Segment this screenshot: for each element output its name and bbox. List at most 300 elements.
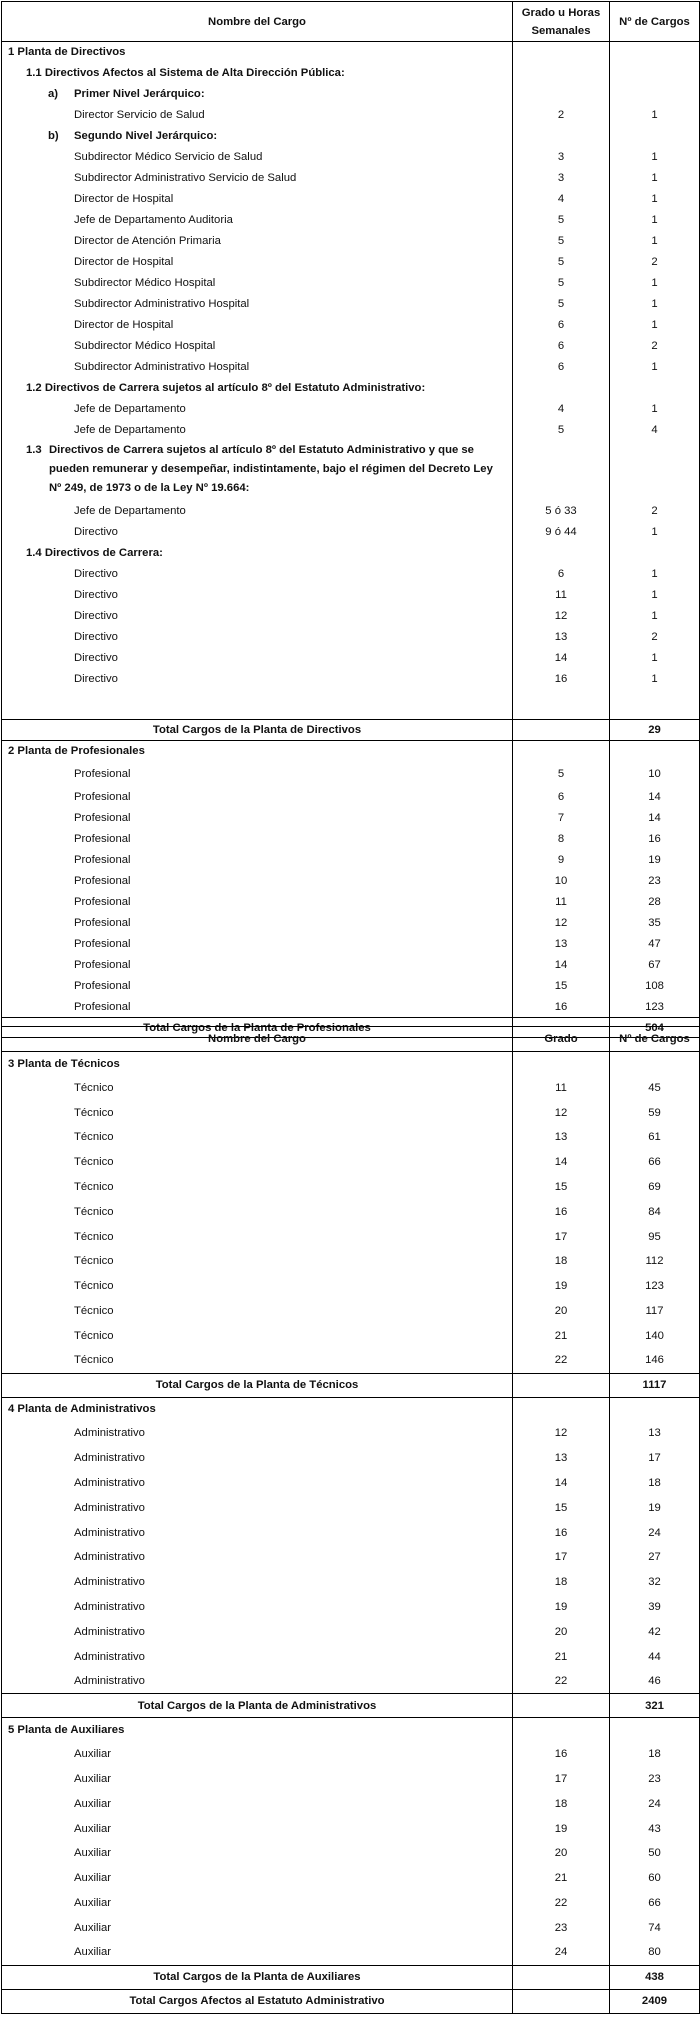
empty-cell xyxy=(610,84,700,105)
table-row xyxy=(2,976,700,997)
cargo-nombre: Técnico xyxy=(2,1076,513,1101)
cargo-nombre: Técnico xyxy=(2,1348,513,1373)
cargo-grado: 12 xyxy=(513,913,610,934)
cargo-cantidad: 1 xyxy=(610,105,700,126)
cargo-nombre: Auxiliar xyxy=(2,1915,513,1940)
cargo-nombre: Técnico xyxy=(2,1125,513,1150)
cargo-nombre: Directivo xyxy=(2,606,513,627)
cargo-cantidad: 24 xyxy=(610,1791,700,1816)
cargo-nombre: Auxiliar xyxy=(2,1940,513,1965)
cargo-grado: 6 xyxy=(513,336,610,357)
cargo-nombre: Técnico xyxy=(2,1249,513,1274)
empty-cell xyxy=(513,1052,610,1076)
cargo-grado: 12 xyxy=(513,1421,610,1446)
empty-cell xyxy=(610,741,700,762)
header-cargos: Nº de Cargos xyxy=(610,2,700,42)
cargo-nombre: Administrativo xyxy=(2,1669,513,1694)
cargo-nombre: Técnico xyxy=(2,1175,513,1200)
cargo-cantidad: 1 xyxy=(610,585,700,606)
cargo-grado: 12 xyxy=(513,1100,610,1125)
table-row xyxy=(2,252,700,273)
table-row xyxy=(2,1421,700,1446)
cargo-cantidad: 84 xyxy=(610,1199,700,1224)
cargo-grado: 6 xyxy=(513,315,610,336)
cargo-grado: 5 ó 33 xyxy=(513,501,610,522)
cargo-grado: 5 xyxy=(513,762,610,787)
cargo-grado: 13 xyxy=(513,1125,610,1150)
cargo-cantidad: 1 xyxy=(610,315,700,336)
subsection-1-4 xyxy=(2,543,700,564)
total-administrativos-value: 321 xyxy=(610,1694,700,1718)
cargo-cantidad: 61 xyxy=(610,1125,700,1150)
section-administrativos-title: 4 Planta de Administrativos xyxy=(2,1397,513,1421)
empty-cell xyxy=(513,63,610,84)
cargo-cantidad: 1 xyxy=(610,147,700,168)
cargo-nombre: Subdirector Médico Hospital xyxy=(2,336,513,357)
empty-cell xyxy=(513,1989,610,2013)
cargo-cantidad: 1 xyxy=(610,648,700,669)
cargo-nombre: Administrativo xyxy=(2,1446,513,1471)
cargo-grado: 14 xyxy=(513,1150,610,1175)
table-row xyxy=(2,934,700,955)
cargo-grado: 13 xyxy=(513,627,610,648)
header-grado-line2: Semanales xyxy=(531,24,591,37)
cargo-nombre: Profesional xyxy=(2,976,513,997)
cargo-grado: 9 xyxy=(513,850,610,871)
table-row xyxy=(2,1299,700,1324)
cargo-nombre: Profesional xyxy=(2,829,513,850)
cargo-cantidad: 16 xyxy=(610,829,700,850)
cargo-cantidad: 4 xyxy=(610,420,700,441)
cargo-grado: 21 xyxy=(513,1866,610,1891)
cargo-grado: 14 xyxy=(513,648,610,669)
cargo-grado: 19 xyxy=(513,1816,610,1841)
cargo-cantidad: 69 xyxy=(610,1175,700,1200)
table-row xyxy=(2,1940,700,1965)
table-row xyxy=(2,357,700,378)
table-row xyxy=(2,1175,700,1200)
cargo-nombre: Administrativo xyxy=(2,1421,513,1446)
cargo-nombre: Administrativo xyxy=(2,1520,513,1545)
cargo-grado: 18 xyxy=(513,1249,610,1274)
empty-cell xyxy=(513,42,610,63)
cargo-nombre: Directivo xyxy=(2,585,513,606)
cargo-nombre: Subdirector Médico Hospital xyxy=(2,273,513,294)
subsection-1-2 xyxy=(2,378,700,399)
cargo-nombre: Jefe de Departamento xyxy=(2,399,513,420)
cargo-nombre: Profesional xyxy=(2,850,513,871)
cargo-cantidad: 1 xyxy=(610,564,700,585)
cargo-cantidad: 19 xyxy=(610,850,700,871)
empty-cell xyxy=(610,690,700,720)
cargo-grado: 9 ó 44 xyxy=(513,522,610,543)
table-row xyxy=(2,1199,700,1224)
empty-cell xyxy=(610,378,700,399)
empty-cell xyxy=(513,84,610,105)
cargo-grado: 24 xyxy=(513,1940,610,1965)
cargo-grado: 21 xyxy=(513,1323,610,1348)
cargo-grado: 5 xyxy=(513,210,610,231)
total-directivos xyxy=(2,720,700,741)
cargo-nombre: Técnico xyxy=(2,1224,513,1249)
cargo-cantidad: 18 xyxy=(610,1471,700,1496)
cargo-cantidad: 67 xyxy=(610,955,700,976)
cargo-grado: 14 xyxy=(513,955,610,976)
total-profesionales-label: Total Cargos de la Planta de Profesionales xyxy=(2,1018,513,1038)
grand-total-label: Total Cargos Afectos al Estatuto Administrativo xyxy=(2,1989,513,2013)
cargo-grado: 20 xyxy=(513,1299,610,1324)
cargo-cantidad: 27 xyxy=(610,1545,700,1570)
table-row xyxy=(2,1495,700,1520)
subsection-1-3-title: Directivos de Carrera sujetos al artículo 8º del Estatuto Administrativo y que se pueden remunerar y desempeñar, indistintamente, bajo el régimen del Decreto Ley Nº 249, de 1973 o de la Ley Nº 19.664: xyxy=(49,443,493,494)
cargo-nombre: Director de Hospital xyxy=(2,315,513,336)
cargo-grado: 6 xyxy=(513,564,610,585)
cargo-cantidad: 24 xyxy=(610,1520,700,1545)
nivel-a xyxy=(2,84,700,105)
table-row xyxy=(2,808,700,829)
empty-cell xyxy=(513,1373,610,1397)
cargo-grado: 18 xyxy=(513,1791,610,1816)
cargo-grado: 17 xyxy=(513,1545,610,1570)
nivel-b-title: Segundo Nivel Jerárquico: xyxy=(74,130,218,142)
cargo-grado: 5 xyxy=(513,231,610,252)
subsection-1-4-title: 1.4 Directivos de Carrera: xyxy=(2,543,513,564)
table-row xyxy=(2,105,700,126)
cargo-nombre: Profesional xyxy=(2,871,513,892)
empty-cell xyxy=(513,1718,610,1742)
cargo-nombre: Director de Hospital xyxy=(2,252,513,273)
cargo-nombre: Directivo xyxy=(2,564,513,585)
empty-cell xyxy=(610,1397,700,1421)
cargo-cantidad: 123 xyxy=(610,997,700,1018)
section-profesionales xyxy=(2,741,700,762)
cargo-grado: 5 xyxy=(513,294,610,315)
cargo-cantidad: 47 xyxy=(610,934,700,955)
cargo-nombre: Auxiliar xyxy=(2,1767,513,1792)
cargo-nombre: Director de Atención Primaria xyxy=(2,231,513,252)
empty-cell xyxy=(513,690,610,720)
cargo-nombre: Profesional xyxy=(2,955,513,976)
table-row xyxy=(2,787,700,808)
cargo-nombre: Administrativo xyxy=(2,1471,513,1496)
table-row xyxy=(2,315,700,336)
cargo-grado: 6 xyxy=(513,787,610,808)
table-header-2 xyxy=(2,1027,700,1052)
section-tecnicos-title: 3 Planta de Técnicos xyxy=(2,1052,513,1076)
table-row xyxy=(2,564,700,585)
cargo-cantidad: 35 xyxy=(610,913,700,934)
planta-table-1 xyxy=(1,1,700,1038)
empty-cell xyxy=(610,63,700,84)
cargo-cantidad: 14 xyxy=(610,787,700,808)
nivel-a-cell xyxy=(2,84,513,105)
cargo-nombre: Auxiliar xyxy=(2,1742,513,1767)
total-tecnicos-value: 1117 xyxy=(610,1373,700,1397)
cargo-cantidad: 80 xyxy=(610,1940,700,1965)
table-row xyxy=(2,648,700,669)
cargo-nombre: Técnico xyxy=(2,1299,513,1324)
grand-total-value: 2409 xyxy=(610,1989,700,2013)
cargo-cantidad: 117 xyxy=(610,1299,700,1324)
total-tecnicos-label: Total Cargos de la Planta de Técnicos xyxy=(2,1373,513,1397)
cargo-grado: 5 xyxy=(513,252,610,273)
table-header xyxy=(2,2,700,42)
cargo-nombre: Técnico xyxy=(2,1150,513,1175)
table-row xyxy=(2,850,700,871)
table-row xyxy=(2,1471,700,1496)
cargo-nombre: Directivo xyxy=(2,648,513,669)
cargo-grado: 22 xyxy=(513,1348,610,1373)
table-row xyxy=(2,1619,700,1644)
cargo-grado: 21 xyxy=(513,1644,610,1669)
cargo-nombre: Administrativo xyxy=(2,1495,513,1520)
cargo-grado: 11 xyxy=(513,892,610,913)
empty-cell xyxy=(513,126,610,147)
nivel-a-letter: a) xyxy=(48,88,59,100)
cargo-grado: 20 xyxy=(513,1619,610,1644)
cargo-grado: 3 xyxy=(513,147,610,168)
subsection-1-2-title: 1.2 Directivos de Carrera sujetos al artículo 8º del Estatuto Administrativo: xyxy=(2,378,513,399)
table-row xyxy=(2,1520,700,1545)
cargo-grado: 10 xyxy=(513,871,610,892)
cargo-grado: 16 xyxy=(513,669,610,690)
table-row xyxy=(2,1644,700,1669)
cargo-grado: 8 xyxy=(513,829,610,850)
cargo-cantidad: 23 xyxy=(610,1767,700,1792)
table-row xyxy=(2,1076,700,1101)
section-auxiliares-title: 5 Planta de Auxiliares xyxy=(2,1718,513,1742)
section-tecnicos xyxy=(2,1052,700,1076)
cargo-nombre: Directivo xyxy=(2,627,513,648)
total-administrativos-label: Total Cargos de la Planta de Administrativos xyxy=(2,1694,513,1718)
cargo-grado: 19 xyxy=(513,1595,610,1620)
cargo-nombre: Administrativo xyxy=(2,1644,513,1669)
cargo-cantidad: 1 xyxy=(610,189,700,210)
cargo-grado: 7 xyxy=(513,808,610,829)
total-tecnicos xyxy=(2,1373,700,1397)
header-grado-line1: Grado u Horas xyxy=(521,6,601,19)
empty-cell xyxy=(610,1052,700,1076)
nivel-b-cell xyxy=(2,126,513,147)
table-row xyxy=(2,1791,700,1816)
header-grado xyxy=(513,2,610,42)
cargo-nombre: Auxiliar xyxy=(2,1816,513,1841)
table-row xyxy=(2,168,700,189)
cargo-grado: 16 xyxy=(513,997,610,1018)
table-row xyxy=(2,1100,700,1125)
cargo-grado: 13 xyxy=(513,1446,610,1471)
cargo-cantidad: 19 xyxy=(610,1495,700,1520)
table-row xyxy=(2,627,700,648)
empty-cell xyxy=(610,441,700,501)
total-auxiliares xyxy=(2,1965,700,1989)
cargo-cantidad: 13 xyxy=(610,1421,700,1446)
table-row xyxy=(2,1595,700,1620)
cargo-cantidad: 112 xyxy=(610,1249,700,1274)
table-row xyxy=(2,1816,700,1841)
cargo-nombre: Administrativo xyxy=(2,1545,513,1570)
cargo-nombre: Jefe de Departamento xyxy=(2,501,513,522)
table-row xyxy=(2,871,700,892)
table-row xyxy=(2,955,700,976)
empty-cell xyxy=(513,1965,610,1989)
cargo-grado: 13 xyxy=(513,934,610,955)
subsection-1-3-num: 1.3 xyxy=(26,443,42,456)
cargo-cantidad: 46 xyxy=(610,1669,700,1694)
table-row xyxy=(2,231,700,252)
empty-cell xyxy=(610,126,700,147)
cargo-cantidad: 108 xyxy=(610,976,700,997)
cargo-nombre: Administrativo xyxy=(2,1619,513,1644)
cargo-nombre: Técnico xyxy=(2,1323,513,1348)
empty-cell xyxy=(513,543,610,564)
cargo-cantidad: 10 xyxy=(610,762,700,787)
cargo-nombre: Auxiliar xyxy=(2,1891,513,1916)
grand-total xyxy=(2,1989,700,2013)
empty-cell xyxy=(610,1718,700,1742)
cargo-grado: 12 xyxy=(513,606,610,627)
cargo-grado: 11 xyxy=(513,585,610,606)
subsection-1-1-title: 1.1 Directivos Afectos al Sistema de Alta Dirección Pública: xyxy=(2,63,513,84)
table-row xyxy=(2,522,700,543)
cargo-cantidad: 42 xyxy=(610,1619,700,1644)
cargo-nombre: Administrativo xyxy=(2,1595,513,1620)
total-administrativos xyxy=(2,1694,700,1718)
table-row xyxy=(2,147,700,168)
cargo-grado: 17 xyxy=(513,1767,610,1792)
cargo-cantidad: 1 xyxy=(610,210,700,231)
empty-cell xyxy=(513,741,610,762)
cargo-cantidad: 2 xyxy=(610,336,700,357)
cargo-cantidad: 59 xyxy=(610,1100,700,1125)
empty-cell xyxy=(513,1694,610,1718)
cargo-cantidad: 2 xyxy=(610,501,700,522)
empty-cell xyxy=(513,720,610,741)
header-nombre: Nombre del Cargo xyxy=(2,2,513,42)
cargo-nombre: Profesional xyxy=(2,787,513,808)
cargo-cantidad: 50 xyxy=(610,1841,700,1866)
table-row xyxy=(2,1323,700,1348)
table-row xyxy=(2,585,700,606)
cargo-cantidad: 95 xyxy=(610,1224,700,1249)
cargo-nombre: Profesional xyxy=(2,762,513,787)
cargo-cantidad: 23 xyxy=(610,871,700,892)
cargo-nombre: Directivo xyxy=(2,669,513,690)
cargo-cantidad: 2 xyxy=(610,252,700,273)
cargo-nombre: Técnico xyxy=(2,1100,513,1125)
cargo-nombre: Subdirector Administrativo Servicio de Salud xyxy=(2,168,513,189)
table-row xyxy=(2,1915,700,1940)
cargo-cantidad: 2 xyxy=(610,627,700,648)
table-row xyxy=(2,1274,700,1299)
table-row xyxy=(2,1446,700,1471)
cargo-cantidad: 1 xyxy=(610,231,700,252)
section-directivos-title: 1 Planta de Directivos xyxy=(2,42,513,63)
table-row xyxy=(2,1669,700,1694)
cargo-grado: 5 xyxy=(513,273,610,294)
cargo-grado: 15 xyxy=(513,976,610,997)
cargo-nombre: Profesional xyxy=(2,997,513,1018)
cargo-cantidad: 39 xyxy=(610,1595,700,1620)
total-auxiliares-value: 438 xyxy=(610,1965,700,1989)
cargo-cantidad: 1 xyxy=(610,669,700,690)
cargo-cantidad: 66 xyxy=(610,1891,700,1916)
total-directivos-label: Total Cargos de la Planta de Directivos xyxy=(2,720,513,741)
cargo-nombre: Profesional xyxy=(2,913,513,934)
header-cargos-2: Nº de Cargos xyxy=(610,1027,700,1052)
cargo-cantidad: 1 xyxy=(610,522,700,543)
cargo-cantidad: 66 xyxy=(610,1150,700,1175)
nivel-b xyxy=(2,126,700,147)
table-row xyxy=(2,1224,700,1249)
section-administrativos xyxy=(2,1397,700,1421)
table-row xyxy=(2,762,700,787)
cargo-nombre: Profesional xyxy=(2,934,513,955)
total-auxiliares-label: Total Cargos de la Planta de Auxiliares xyxy=(2,1965,513,1989)
subsection-1-3-block xyxy=(26,441,502,498)
cargo-cantidad: 45 xyxy=(610,1076,700,1101)
empty-cell xyxy=(2,690,513,720)
cargo-cantidad: 1 xyxy=(610,357,700,378)
spacer-row xyxy=(2,690,700,720)
cargo-cantidad: 146 xyxy=(610,1348,700,1373)
table-row xyxy=(2,1891,700,1916)
section-directivos xyxy=(2,42,700,63)
table-row xyxy=(2,501,700,522)
table-row xyxy=(2,336,700,357)
cargo-grado: 15 xyxy=(513,1495,610,1520)
cargo-grado: 19 xyxy=(513,1274,610,1299)
cargo-grado: 11 xyxy=(513,1076,610,1101)
cargo-grado: 14 xyxy=(513,1471,610,1496)
table-row xyxy=(2,1150,700,1175)
table-row xyxy=(2,1570,700,1595)
cargo-cantidad: 44 xyxy=(610,1644,700,1669)
subsection-1-3 xyxy=(2,441,700,501)
table-row xyxy=(2,1742,700,1767)
total-profesionales-value: 504 xyxy=(610,1018,700,1038)
cargo-nombre: Profesional xyxy=(2,808,513,829)
cargo-nombre: Auxiliar xyxy=(2,1866,513,1891)
cargo-grado: 5 xyxy=(513,420,610,441)
cargo-grado: 23 xyxy=(513,1915,610,1940)
table-row xyxy=(2,829,700,850)
cargo-cantidad: 32 xyxy=(610,1570,700,1595)
cargo-cantidad: 43 xyxy=(610,1816,700,1841)
subsection-1-3-cell xyxy=(2,441,513,501)
cargo-nombre: Director Servicio de Salud xyxy=(2,105,513,126)
empty-cell xyxy=(513,1397,610,1421)
table-row xyxy=(2,273,700,294)
cargo-nombre: Subdirector Médico Servicio de Salud xyxy=(2,147,513,168)
cargo-cantidad: 14 xyxy=(610,808,700,829)
table-row xyxy=(2,399,700,420)
cargo-cantidad: 1 xyxy=(610,399,700,420)
cargo-nombre: Subdirector Administrativo Hospital xyxy=(2,357,513,378)
cargo-nombre: Técnico xyxy=(2,1274,513,1299)
header-nombre-2: Nombre del Cargo xyxy=(2,1027,513,1052)
cargo-grado: 18 xyxy=(513,1570,610,1595)
empty-cell xyxy=(610,42,700,63)
table-row xyxy=(2,420,700,441)
cargo-nombre: Subdirector Administrativo Hospital xyxy=(2,294,513,315)
table-row xyxy=(2,1841,700,1866)
cargo-cantidad: 1 xyxy=(610,273,700,294)
cargo-grado: 4 xyxy=(513,189,610,210)
table-row xyxy=(2,913,700,934)
cargo-cantidad: 18 xyxy=(610,1742,700,1767)
cargo-nombre: Jefe de Departamento xyxy=(2,420,513,441)
